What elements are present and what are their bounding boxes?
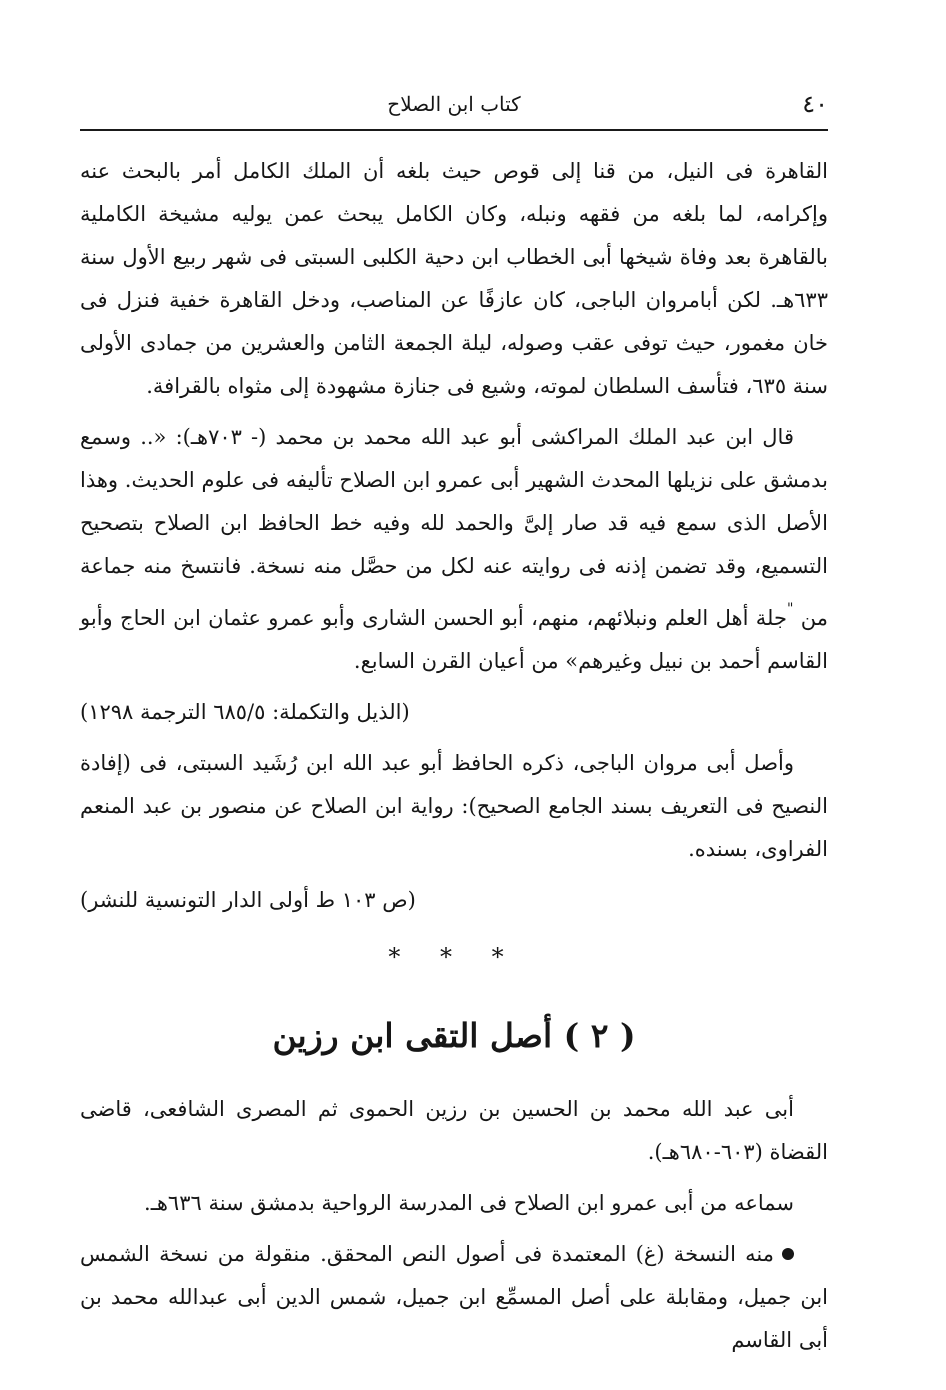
page-header <box>80 88 828 126</box>
citation-tunisian-text: (ص ١٠٣ ط أولى الدار التونسية للنشر) <box>80 888 416 912</box>
paragraph-quotation <box>80 416 828 683</box>
header-rule <box>80 129 828 131</box>
manuscript-text: منه النسخة (غ) المعتمدة فى أصول النص المحقق. منقولة من نسخة الشمس ابن جميل، ومقابلة على أصل المسمِّع ابن جميل، شمس الدين أبى عبدالله محمد بن أبى القاسم <box>80 1242 828 1352</box>
bullet-icon <box>782 1248 794 1260</box>
page-number: ٤٠ <box>802 90 828 118</box>
citation-dhayl-text: (الذيل والتكملة: ٦٨٥/٥ الترجمة ١٢٩٨) <box>80 700 410 724</box>
section-separator: * * * <box>388 943 520 971</box>
running-title: كتاب ابن الصلاح <box>387 92 521 116</box>
paragraph-continuation: القاهرة فى النيل، من قنا إلى قوص حيث بلغه أن الملك الكامل أمر بالبحث عنه وإكرامه، لما بلغه من فقهه ونبله، وكان الكامل يبحث عمن يوليه مشيخة الكاملية بالقاهرة بعد وفاة شيخها أبى الخطاب ابن دحية الكلبى السبتى فى شهر ربيع الأول سنة ٦٣٣هـ. لكن أبامروان الباجى، كان عازفًا عن المناصب، ودخل القاهرة خفية فنزل فى خان مغمور، حيث توفى عقب وصوله، ليلة الجمعة الثامن والعشرين من جمادى الأولى سنة ٦٣٥، فتأسف السلطان لموته، وشيع فى جنازة مشهودة إلى مثواه بالقرافة. <box>80 159 828 398</box>
paragraph-baji-origin: وأصل أبى مروان الباجى، ذكره الحافظ أبو عبد الله ابن رُشَيد السبتى، فى (إفادة النصيح فى التعريف بسند الجامع الصحيح): رواية ابن الصلاح عن منصور بن عبد المنعم الفراوى، بسنده. <box>80 751 828 861</box>
page-body <box>80 150 828 1370</box>
quotation-text-start: قال ابن عبد الملك المراكشى أبو عبد الله محمد بن محمد (- ٧٠٣هـ): «.. وسمع بدمشق على نزيلها المحدث الشهير أبى عمرو ابن الصلاح تأليفه فى علوم الحديث. وهذا الأصل الذى سمع فيه قد صار إلىَّ والحمد لله وفيه خط الحافظ ابن الصلاح بتصحيح التسميع، وقد تضمن إذنه فى روايته عنه لكل من حصَّل منه نسخة. فانتسخ منه جماعة من <box>80 425 828 630</box>
section-title: ( ٢ ) أصل التقى ابن رزين <box>272 1016 636 1055</box>
paragraph-manuscript <box>80 1233 828 1362</box>
marginal-mark: " <box>786 601 794 617</box>
citation-tunisian <box>80 879 828 922</box>
citation-dhayl <box>80 691 828 734</box>
paragraph-samaa: سماعه من أبى عمرو ابن الصلاح فى المدرسة الرواحية بدمشق سنة ٦٣٦هـ. <box>144 1191 794 1215</box>
paragraph-ibn-razin: أبى عبد الله محمد بن الحسين بن رزين الحموى ثم المصرى الشافعى، قاضى القضاة (٦٠٣-٦٨٠هـ). <box>80 1097 828 1164</box>
quotation-text-end: جلة أهل العلم ونبلائهم، منهم، أبو الحسن الشارى وأبو عمرو عثمان ابن الحاج وأبو القاسم أحمد بن نبيل وغيرهم» من أعيان القرن السابع. <box>80 606 828 673</box>
